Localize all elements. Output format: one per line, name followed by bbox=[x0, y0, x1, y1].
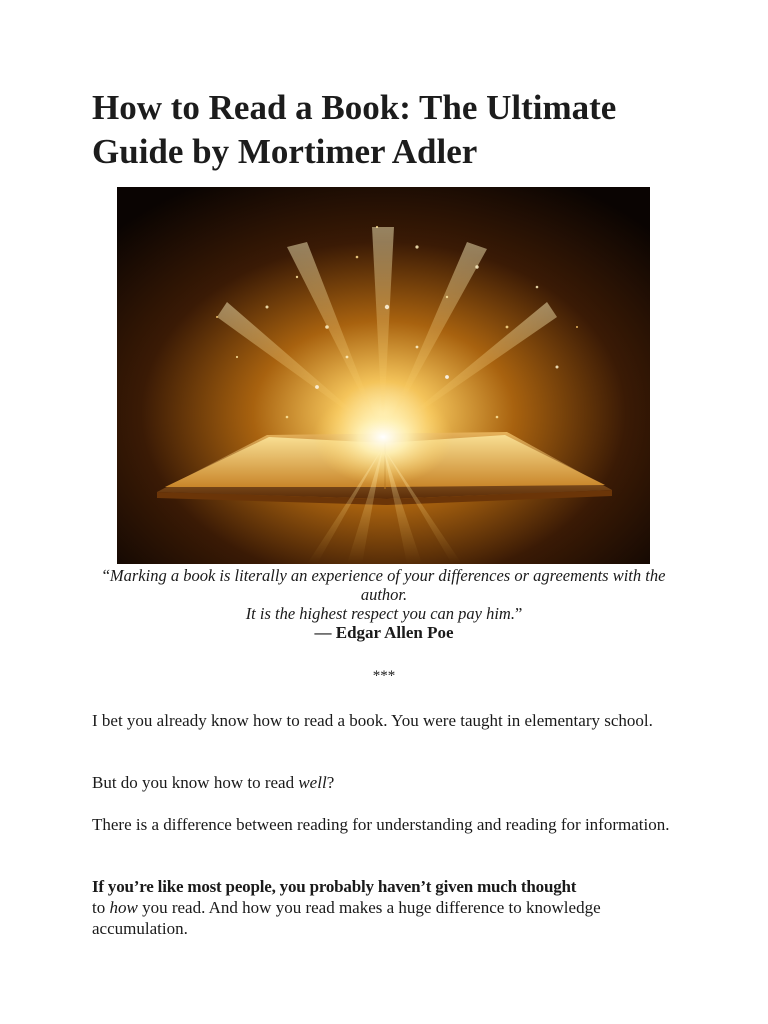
quote-line-1 bbox=[80, 566, 688, 604]
paragraph-2-text: But do you know how to read bbox=[92, 773, 299, 792]
section-separator: *** bbox=[372, 668, 396, 684]
paragraph-4 bbox=[92, 876, 682, 939]
epigraph-quote bbox=[80, 566, 688, 643]
quote-open-mark: “ bbox=[102, 566, 110, 585]
quote-text-2: It is the highest respect you can pay him. bbox=[245, 604, 515, 623]
paragraph-2-end: ? bbox=[326, 773, 335, 792]
paragraph-4-lead: If you’re like most people, you probably haven’t given much thought bbox=[92, 877, 577, 896]
paragraph-2-emphasis: well bbox=[298, 773, 327, 792]
article-title: How to Read a Book: The Ultimate Guide by Mortimer Adler bbox=[92, 88, 617, 171]
paragraph-4-emphasis: how bbox=[109, 898, 138, 917]
quote-author: — Edgar Allen Poe bbox=[314, 623, 454, 642]
paragraph-3: There is a difference between reading for understanding and reading for information. bbox=[92, 815, 670, 834]
quote-close-mark: ” bbox=[514, 604, 523, 623]
quote-text-1: Marking a book is literally an experience of your differences or agreements with the author. bbox=[109, 566, 666, 604]
paragraph-4-rest: you read. And how you read makes a huge difference to knowledge accumulation. bbox=[92, 898, 601, 938]
paragraph-1: I bet you already know how to read a book. You were taught in elementary school. bbox=[92, 711, 653, 730]
hero-image-glowing-book bbox=[117, 187, 650, 564]
quote-line-2 bbox=[80, 604, 688, 623]
paragraph-2 bbox=[92, 772, 682, 793]
paragraph-4-to: to bbox=[92, 898, 110, 917]
